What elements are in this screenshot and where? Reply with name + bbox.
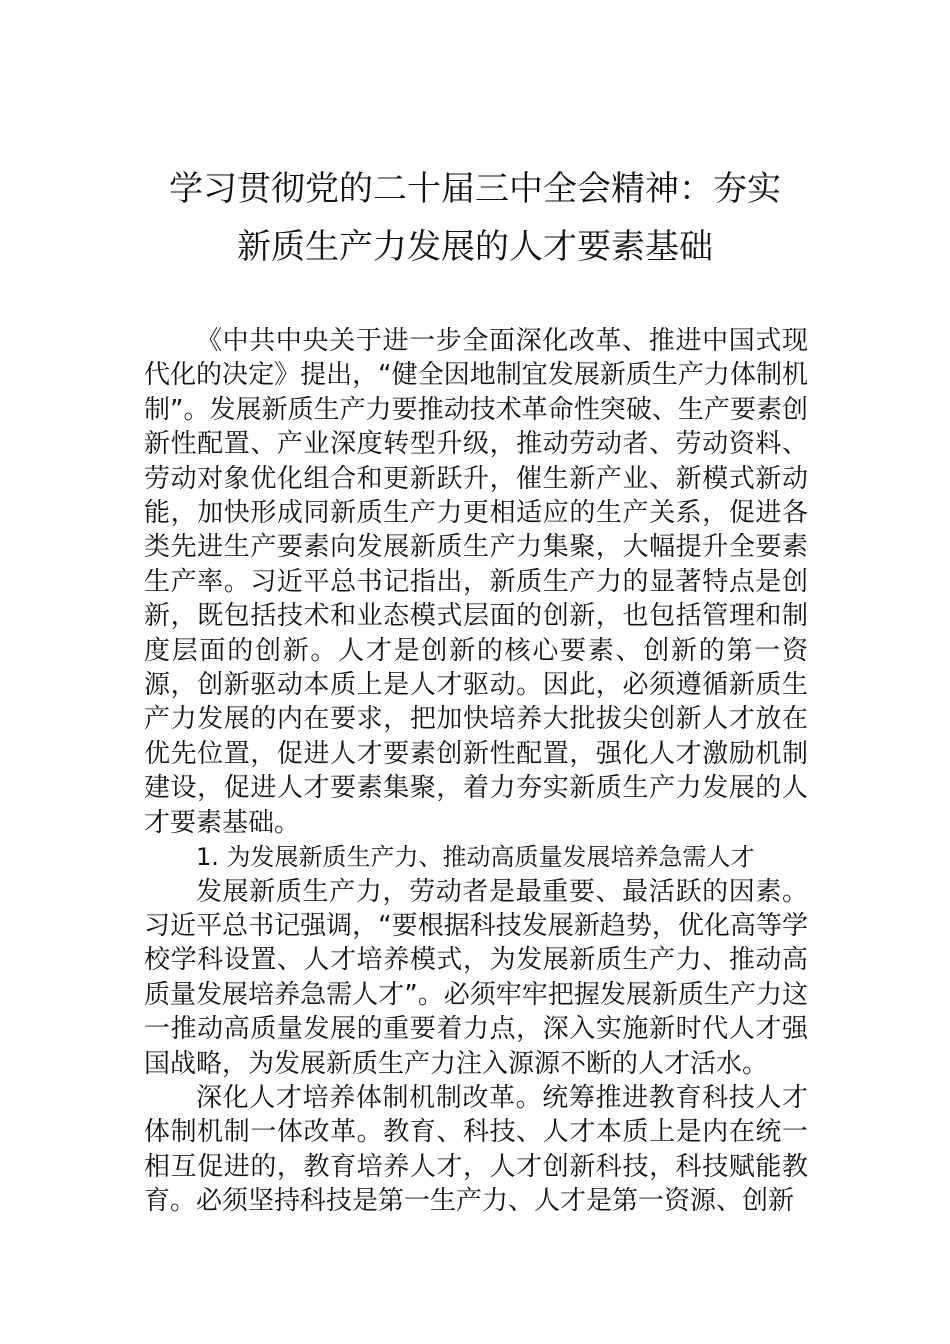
paragraph-intro: 《中共中央关于进一步全面深化改革、推进中国式现代化的决定》提出，“健全因地制宜发展新质生产力体制机制”。发展新质生产力要推动技术革命性突破、生产要素创新性配置、产业深度转型升级，推动劳动者、劳动资料、劳动对象优化组合和更新跃升，催生新产业、新模式新动能，加快形成同新质生产力更相适应的生产关系，促进各类先进生产要素向发展新质生产力集聚，大幅提升全要素生产率。习近平总书记指出，新质生产力的显著特点是创新，既包括技术和业态模式层面的创新，也包括管理和制度层面的创新。人才是创新的核心要素、创新的第一资源，创新驱动本质上是人才驱动。因此，必须遵循新质生产力发展的内在要求，把加快培养大批拔尖创新人才放在优先位置，促进人才要素创新性配置，强化人才激励机制建设，促进人才要素集聚，着力夯实新质生产力发展的人才要素基础。 [144,326,808,838]
title-line-1: 学习贯彻党的二十届三中全会精神：夯实 [169,169,781,209]
paragraph-section-1b: 深化人才培养体制机制改革。统筹推进教育科技人才体制机制一体改革。教育、科技、人才本质上是内在统一相互促进的，教育培养人才，人才创新科技，科技赋能教育。必须坚持科技是第一生产力、人才是第一资源、创新 [144,1082,808,1217]
document-body [144,324,808,1219]
document-title [140,160,810,276]
paragraph-section-1: 发展新质生产力，劳动者是最重要、最活跃的因素。习近平总书记强调，“要根据科技发展新趋势，优化高等学校学科设置、人才培养模式，为发展新质生产力、推动高质量发展培养急需人才”。必须牢牢把握发展新质生产力这一推动高质量发展的重要着力点，深入实施新时代人才强国战略，为发展新质生产力注入源源不断的人才活水。 [144,876,808,1079]
title-line-2: 新质生产力发展的人才要素基础 [237,227,713,267]
section-heading-1: 1. 为发展新质生产力、推动高质量发展培养急需人才 [196,843,755,872]
